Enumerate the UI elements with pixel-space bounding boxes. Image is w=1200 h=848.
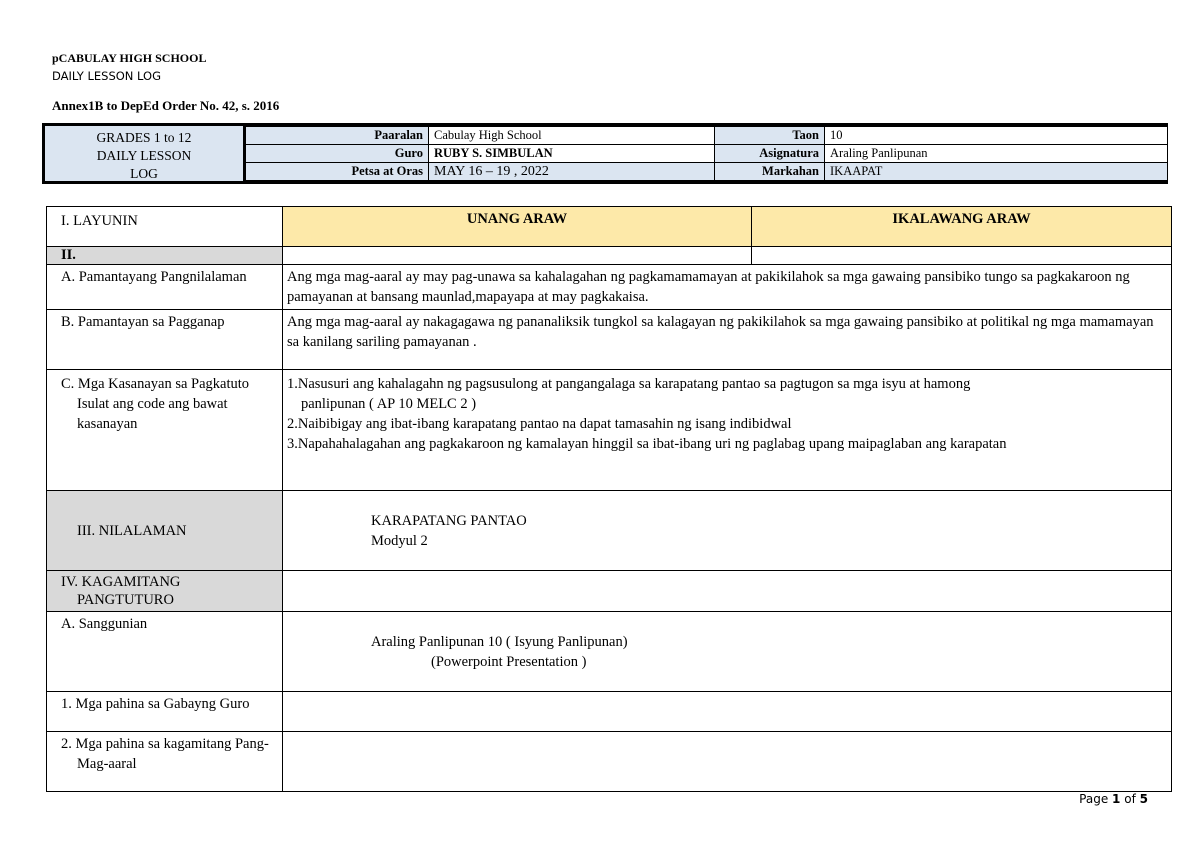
sanggunian-text [283,612,1172,692]
kasanayan-text [283,370,1172,491]
cell [752,247,1172,265]
grades-line-1: GRADES 1 to 12 [96,130,192,145]
lesson-table [46,206,1172,792]
kasanayan-item-1: 1.Nasusuri ang kahalagahn ng pagsusulong at pangangalaga sa karapatang pantao sa pagtugon sa mga isyu at hamong [287,376,971,392]
grades-line-3: LOG [130,166,158,181]
day2-header: IKALAWANG ARAW [752,207,1172,247]
kasanayan-item-3: 3.Napahahalagahan ang pagkakaroon ng kamalayan hinggil sa ibat-ibang uri ng paglabag upang maipaglaban ang karapatan [287,436,1007,452]
table-row [47,247,1172,265]
header-label: Paaralan [246,127,429,145]
header-value: IKAAPAT [825,163,1168,181]
header-label: Guro [246,145,429,163]
layunin-label: I. LAYUNIN [47,207,283,247]
pamantayang-pangnilalaman-text: Ang mga mag-aaral ay may pag-unawa sa kahalagahan ng pagkamamamayan at pakikilahok sa mga gawaing pansibiko tungo sa pagkakaroon ng pamayanan at bansang maunlad,mapayapa at may pagkakaisa. [283,265,1172,310]
table-row [47,491,1172,571]
cell [283,732,1172,792]
header-label: Markahan [715,163,825,181]
cell [283,247,752,265]
page-word: Page [1079,792,1109,806]
annex-reference: Annex1B to DepEd Order No. 42, s. 2016 [52,98,280,113]
nilalaman-label: III. NILALAMAN [47,491,283,571]
sanggunian-label: A. Sanggunian [47,612,283,692]
header-label: Petsa at Oras [246,163,429,181]
kasanayan-label: C. Mga Kasanayan sa Pagkatuto Isulat ang code ang bawat kasanayan [47,370,283,491]
cell [283,692,1172,732]
table-row [47,732,1172,792]
pamantayan-pagganap-label: B. Pamantayan sa Pagganap [47,310,283,370]
table-row [47,207,1172,247]
gabay-guro-label: 1. Mga pahina sa Gabayng Guro [47,692,283,732]
kagamitang-mag-aaral-label: 2. Mga pahina sa kagamitang Pang-Mag-aaral [47,732,283,792]
nilalaman-text [283,491,1172,571]
table-row [47,571,1172,612]
table-row [47,370,1172,491]
school-name: pCABULAY HIGH SCHOOL [52,51,207,65]
header-label: Asignatura [715,145,825,163]
header-table [245,126,1168,181]
header-row [246,127,1168,145]
header-value: RUBY S. SIMBULAN [429,145,715,163]
table-row [47,310,1172,370]
sanggunian-line-1: Araling Panlipunan 10 ( Isyung Panlipunan) [371,634,628,650]
cell [283,571,1172,612]
table-row [47,692,1172,732]
page-of: of [1124,792,1136,806]
doc-title: DAILY LESSON LOG [52,69,162,83]
sanggunian-line-2: (Powerpoint Presentation ) [431,654,587,670]
header-value: 10 [825,127,1168,145]
page-total: 5 [1139,792,1148,806]
page-number [1079,792,1148,806]
page-current: 1 [1112,792,1121,806]
nilalaman-line-1: KARAPATANG PANTAO [371,513,527,529]
nilalaman-line-2: Modyul 2 [371,533,428,549]
section-ii-label: II. [47,247,283,265]
header-label: Taon [715,127,825,145]
grades-line-2: DAILY LESSON [96,148,192,163]
table-row [47,612,1172,692]
header-info-box [42,123,1168,184]
table-row [47,265,1172,310]
kasanayan-item-1-code: panlipunan ( AP 10 MELC 2 ) [301,396,477,412]
pamantayang-pangnilalaman-label: A. Pamantayang Pangnilalaman [47,265,283,310]
header-row [246,163,1168,181]
kagamitang-label: IV. KAGAMITANG PANGTUTURO [47,571,283,612]
grades-label [45,126,245,181]
pamantayan-pagganap-text: Ang mga mag-aaral ay nakagagawa ng pananaliksik tungkol sa kalagayan ng pakikilahok sa mga gawaing pansibiko at politikal ng mga mamamayan sa kanilang sariling pamayanan . [283,310,1172,370]
day1-header: UNANG ARAW [283,207,752,247]
header-value: MAY 16 – 19 , 2022 [429,163,715,181]
header-row [246,145,1168,163]
kasanayan-item-2: 2.Naibibigay ang ibat-ibang karapatang pantao na dapat tamasahin ng isang indibidwal [287,416,792,432]
header-value: Araling Panlipunan [825,145,1168,163]
header-value: Cabulay High School [429,127,715,145]
